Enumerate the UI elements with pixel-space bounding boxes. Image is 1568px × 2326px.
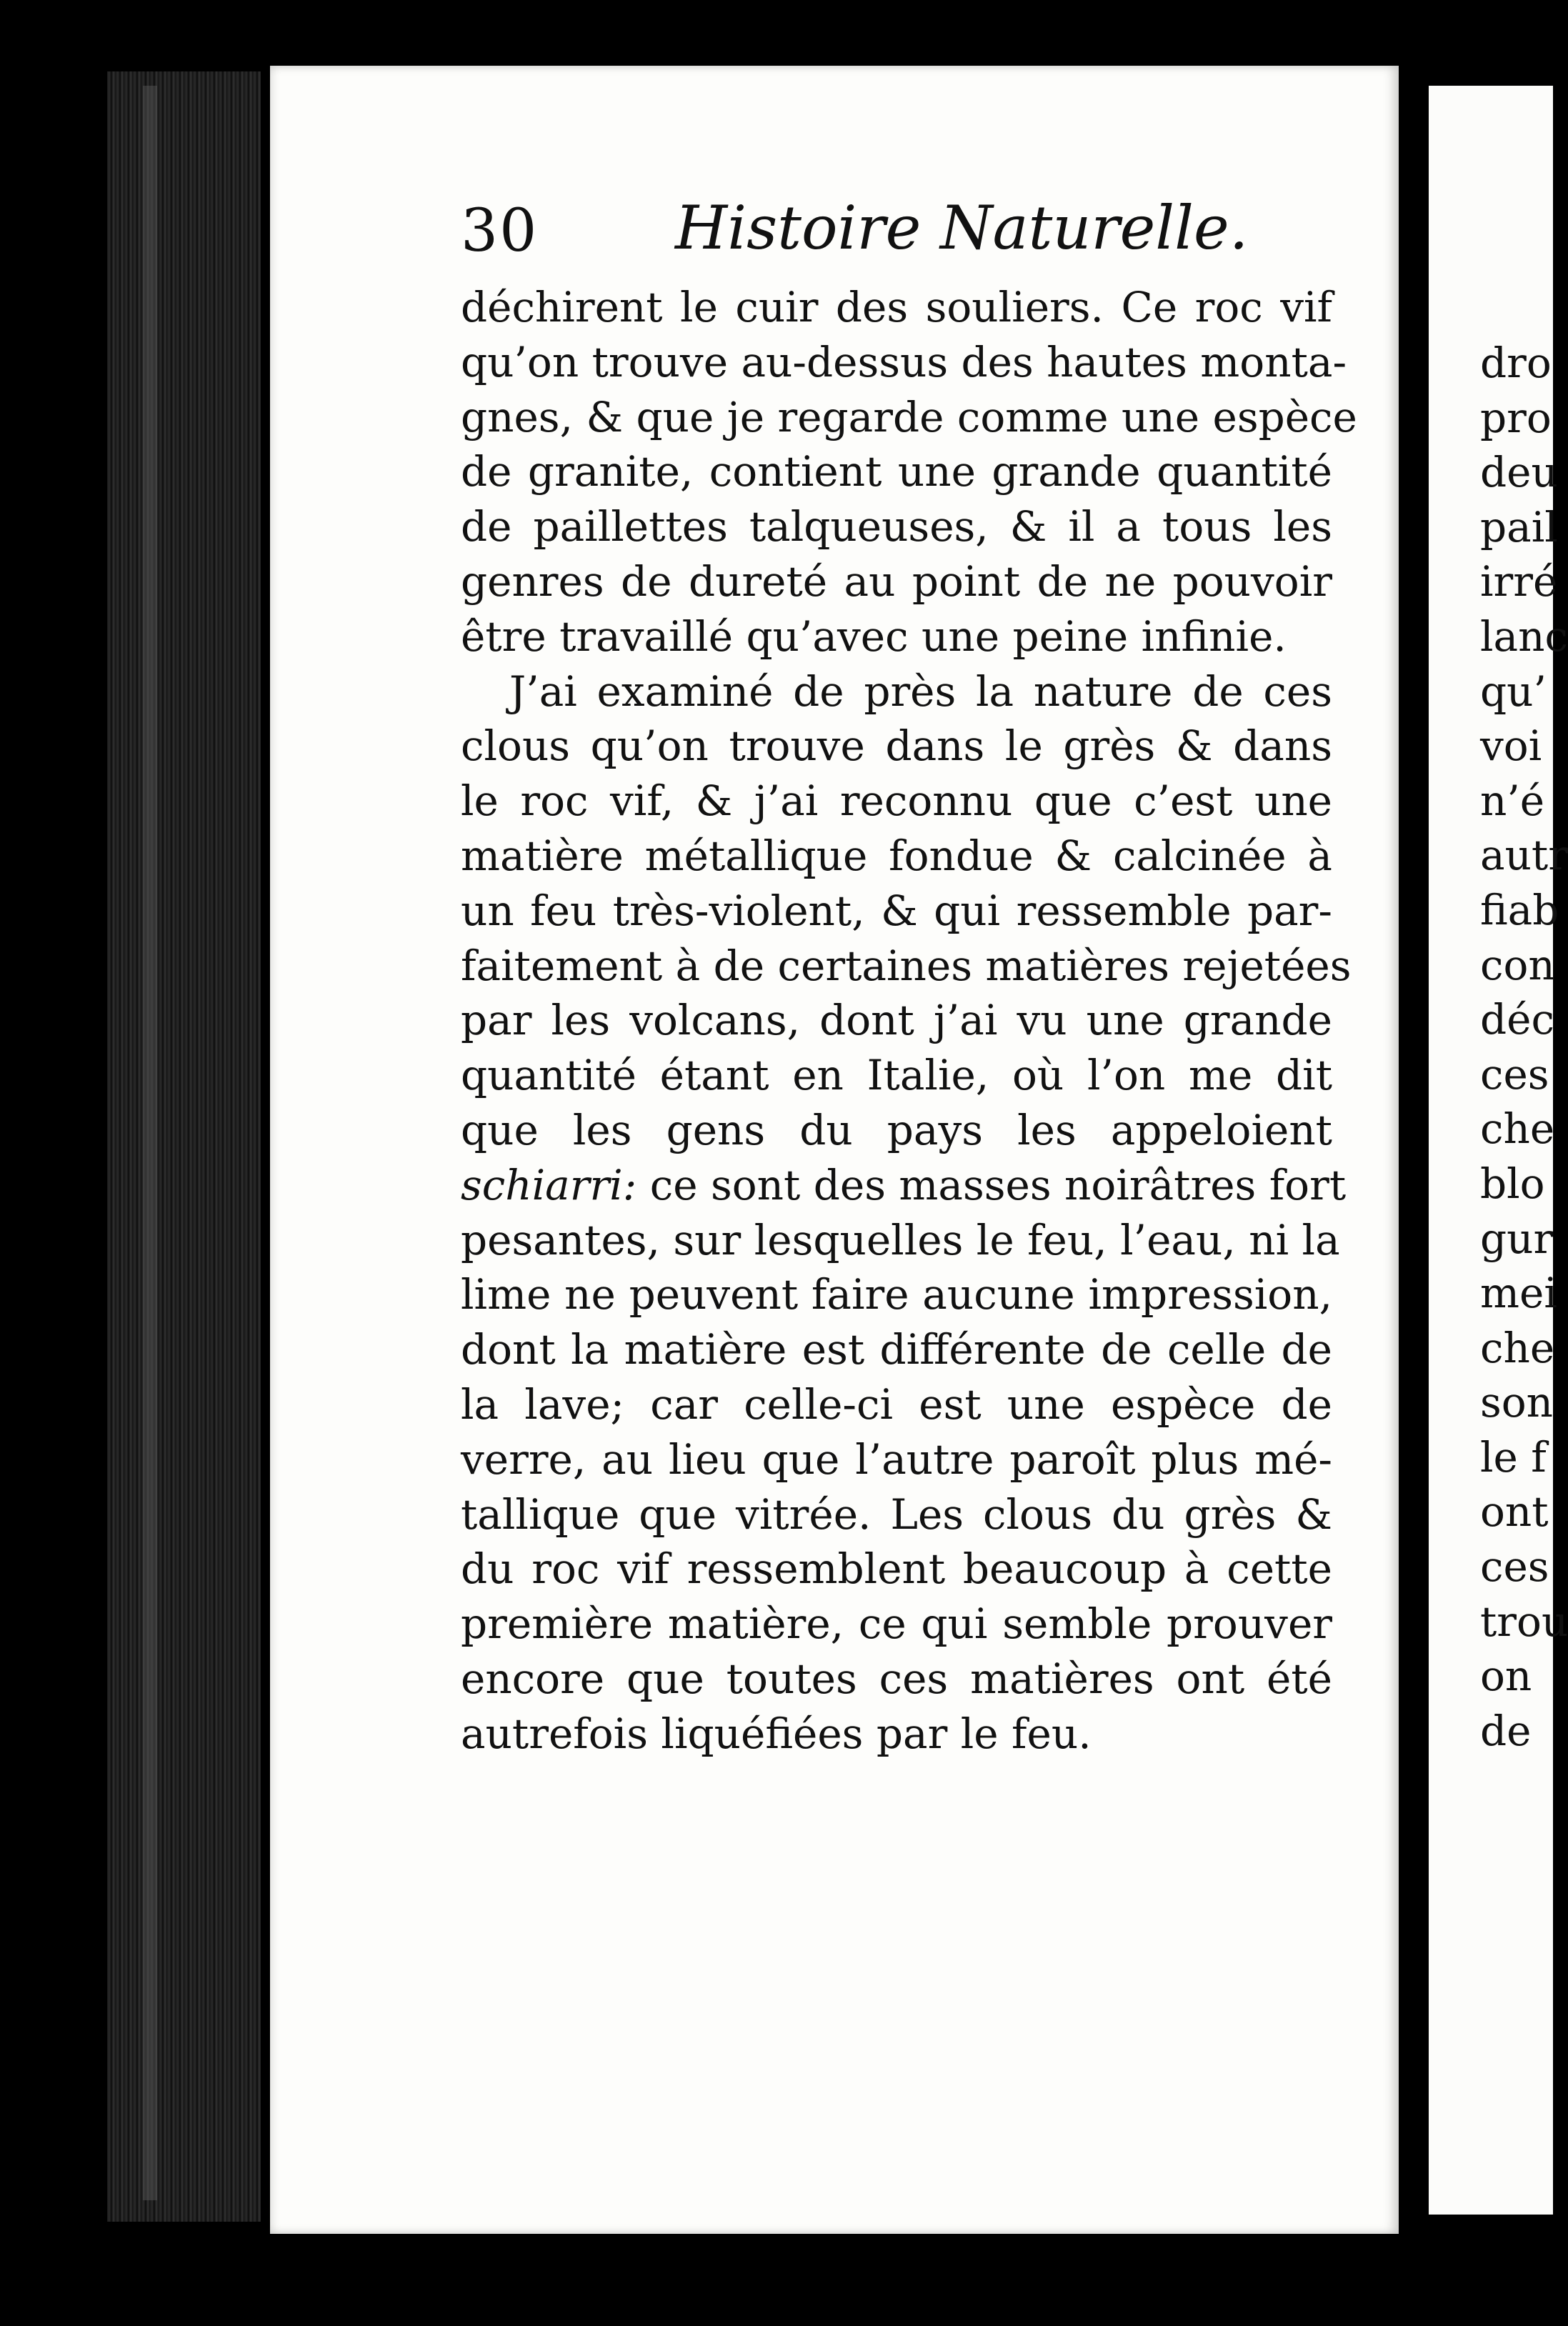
right-fragment: ces — [1480, 1542, 1549, 1592]
right-fragment: con — [1480, 940, 1555, 989]
text-line: de paillettes talqueuses, & il a tous les — [461, 502, 1332, 551]
right-fragment: pail — [1480, 502, 1558, 551]
right-fragment: irré — [1480, 557, 1558, 607]
page-header — [461, 184, 1389, 270]
text-line: du roc vif ressemblent beaucoup à cette — [461, 1544, 1332, 1594]
right-fragment: pro — [1480, 393, 1552, 442]
right-fragment: le f — [1480, 1432, 1547, 1482]
right-fragment: n’é — [1480, 776, 1545, 825]
text-line: J’ai examiné de près la nature de ces — [509, 667, 1332, 716]
text-line: autrefois liquéfiées par le feu. — [461, 1709, 1092, 1758]
right-fragment: autr — [1480, 831, 1568, 880]
text-line: dont la matière est différente de celle de — [461, 1325, 1332, 1374]
right-fragment: mei — [1480, 1269, 1557, 1318]
text-line: par les volcans, dont j’ai vu une grande — [461, 996, 1332, 1045]
text-line: la lave; car celle-ci est une espèce de — [461, 1379, 1332, 1429]
right-fragment: de — [1480, 1706, 1532, 1755]
right-fragment: voi — [1480, 722, 1542, 771]
book-edge-highlight — [143, 86, 157, 2200]
right-fragment: deu — [1480, 448, 1558, 497]
right-fragment: fiab — [1480, 885, 1559, 934]
text-line: pesantes, sur lesquelles le feu, l’eau, ni la — [461, 1215, 1340, 1264]
running-head: Histoire Naturelle. — [675, 193, 1249, 263]
right-fragment: blo — [1480, 1159, 1545, 1208]
line-rest: ce sont des masses noirâtres fort — [636, 1160, 1347, 1209]
right-fragment: qu’ — [1480, 667, 1547, 716]
text-line: clous qu’on trouve dans le grès & dans — [461, 722, 1332, 771]
italic-word: schiarri: — [461, 1160, 637, 1209]
page-number: 30 — [461, 197, 539, 265]
text-line: déchirent le cuir des souliers. Ce roc vif — [461, 283, 1332, 331]
text-line: première matière, ce qui semble prouver — [461, 1599, 1332, 1649]
text-line-with-italic — [461, 1158, 1347, 1213]
text-line: encore que toutes ces matières ont été — [461, 1654, 1332, 1703]
text-line: quantité étant en Italie, où l’on me dit — [461, 1051, 1332, 1100]
page-body-text — [461, 280, 1357, 1762]
right-fragment: gur — [1480, 1214, 1554, 1263]
right-fragment: on — [1480, 1652, 1532, 1701]
text-line: genres de dureté au point de ne pouvoir — [461, 556, 1332, 606]
right-fragment: lanc — [1480, 612, 1568, 661]
text-line: être travaillé qu’avec une peine infinie. — [461, 612, 1287, 661]
text-line: faitement à de certaines matières rejetées — [461, 941, 1352, 990]
text-line: que les gens du pays les appeloient — [461, 1105, 1332, 1154]
right-fragment: son — [1480, 1378, 1554, 1427]
right-page-text-fragments — [1480, 336, 1568, 1758]
right-fragment: ces — [1480, 1049, 1549, 1099]
text-line: verre, au lieu que l’autre paroît plus mé- — [461, 1434, 1332, 1484]
text-line: qu’on trouve au-dessus des hautes monta- — [461, 337, 1347, 386]
right-fragment: dro — [1480, 339, 1552, 387]
text-line: matière métallique fondue & calcinée à — [461, 831, 1332, 880]
text-line: gnes, & que je regarde comme une espèce — [461, 392, 1357, 441]
right-fragment: trou — [1480, 1597, 1568, 1646]
text-line: lime ne peuvent faire aucune impression, — [461, 1270, 1332, 1319]
text-line: le roc vif, & j’ai reconnu que c’est une — [461, 777, 1332, 826]
text-line: un feu très-violent, & qui ressemble par- — [461, 886, 1332, 935]
text-line: de granite, contient une grande quantité — [461, 447, 1332, 496]
right-fragment: che — [1480, 1323, 1555, 1372]
right-fragment: che — [1480, 1104, 1555, 1154]
book-page-edges — [107, 71, 261, 2222]
right-fragment: déc — [1480, 995, 1554, 1044]
text-line: tallique que vitrée. Les clous du grès & — [461, 1489, 1332, 1539]
right-fragment: ont — [1480, 1487, 1549, 1537]
